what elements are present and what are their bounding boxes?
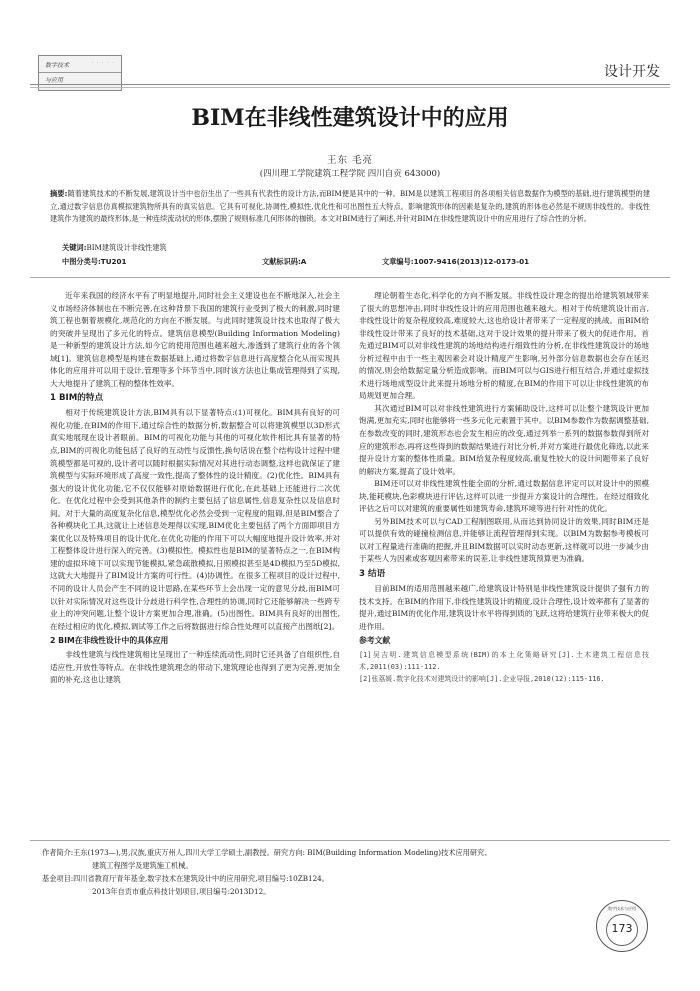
intro-paragraph: 近年来我国的经济水平有了明显地提升,同时社会主义建设也在不断地深入,社会主义市场经济体制也在不断完善,在这种背景下我国的建筑行业受到了极大的刺激,同时建筑工程也朝着规模化,规范化的方向在不断发展。与此同时建筑设计技术也取得了极大的突破并呈现出了多元化的特点。建筑信息模型(Building Information Modeling)是一种新型的建筑设计方法,如今它的使用范围也越来越大,渗透到了建筑行业的各个领域[1]。建筑信息模型是构建在数据基础上,通过将数字信息进行高度整合化从而实现具体化的应用并可以用于设计,管理等多个环节当中,同时该方法也让集成管理得到了实现,大大地提升了建筑工程的整体性效率。 <box>50 291 340 388</box>
stamp-text: 数字技术与应用 <box>608 906 636 911</box>
footnote-rule <box>30 840 670 841</box>
article-authors: 王东 毛亮 <box>326 155 374 166</box>
section-label: 设计开发 <box>604 64 660 80</box>
fund-info-cont: 2013年自贡市重点科技计划项目,项目编号:2013D12。 <box>92 887 271 896</box>
references-heading: 参考文献 <box>359 636 391 646</box>
section-1-paragraph: 相对于传统建筑设计方法,BIM具有以下显著特点:(1)可视化。BIM具有良好的可视化功能,在BIM的作用下,通过综合性的数据分析,数据整合可以将建筑模型以3D形式真实地展现在设计者眼前。BIM的可视化功能与其他的可视化软件相比具有显著的特点,BIM的可视化功能包括了良好的互动性与反馈性,换句话说在整个结构设计过程中建筑模型都是可视的,设计者可以随时根据实际情况对其进行动态调整,这样也就保证了建筑模型与实际环境形成了高度一致性,提高了整体性的设计精度。(2)优化性。BIM具有强大的设计优化功能,它不仅仅能够对原始数据进行优化,在此基础上还能进行二次优化。在优化过程中会受到其他条件的制约主要包括了信息属性,信息复杂性以及信息时间。对于大量的高度复杂化信息,模型优化必然会受到一定程度的阻碍,但是BIM整合了各种模块化工具,这就让上述信息处理得以实现,BIM优化主要包括了两个方面即项目方案优化以及特殊项目的设计优化,在优化功能的作用下可以大幅度地提升设计效率,并对工程整体设计进行深入的完善。(3)模拟性。模拟性也是BIM的显著特点之一,在BIM构建的虚拟环境下可以实现节能模拟,紧急疏散模拟,日照模拟甚至是4D模拟乃至5D模拟,这就大大地提升了BIM设计方案的可行性。(4)协调性。在很多工程项目的设计过程中,不同的设计人员会产生不同的设计思路,在某些环节上会出现一定的意见分歧,而BIM可以针对实际情况对这些设计分歧进行科学性,合理性的协调,同时它还能够解决一些跨专业上的冲突问题,让整个设计方案更加合理,准确。(5)出图性。BIM具有良好的出图性,在经过相应的优化,模拟,调试等工作之后将数据进行综合性处理可以直接产出图纸[2]。 <box>50 408 340 631</box>
conclusion-paragraph: 目前BIM的适用范围越来越广,给建筑设计特别是非线性建筑设计提供了强有力的技术支持。在BIM的作用下,非线性建筑设计的精度,设计合理性,设计效率都有了显著的提升,通过BIM的优化作用,建筑设计水平将得到质的飞跃,这将给建筑行业带来极大的促进作用。 <box>359 584 649 631</box>
section-heading-2: 2 BIM在非线性设计中的具体应用 <box>50 636 169 646</box>
badge-dots: · · · · · <box>91 60 115 66</box>
journal-badge-line2: 与应用 <box>45 77 64 84</box>
header-rule <box>30 84 670 85</box>
left-column <box>50 290 340 687</box>
page-number-stamp <box>596 900 648 952</box>
author-bio-cont: 建筑工程图学及建筑施工机械。 <box>92 861 193 870</box>
author-bio: 作者简介:王东(1973—),男,汉族,重庆万州人,四川大学工学硕士,副教授。研究方向: BIM(Building Information Modeling)技术应用研究、 <box>42 848 492 857</box>
keywords <box>62 243 167 253</box>
paragraph: 另外BIM技术可以与CAD工程制图联用,从而达到协同设计的效果,同时BIM还是可以提供有效的碰撞检测信息,并能够让流程管理得到实现。以BIM为数据参考模板可以对工程量进行准确的把握,并且BIM数据可以实时动态更新,这样就可以进一步减少由于某些人为因素或客观因素带来的误差,让非线性建筑预算更为准确。 <box>359 516 649 564</box>
keywords-text: BIM建筑设计非线性建筑 <box>86 243 167 252</box>
badge-divider <box>39 72 121 73</box>
right-column <box>359 290 649 685</box>
paragraph: 理论朝着生态化,科学化的方向不断发展。非线性设计理念的提出给建筑领域带来了很大的思想冲击,同时非线性设计的应用范围也越来越大。相对于传统建筑设计而言,非线性设计的复杂程度较高,难度较大,这也给设计者带来了一定程度的挑战。而BIM给非线性设计带来了良好的技术基础,这对于设计效果的提升带来了极大的促进作用。首先通过BIM可以对非线性建筑的场地结构进行细致性的分析,在非线性建筑设计的场地分析过程中由于一些主观因素会对设计精度产生影响,另外部分信息数据也会存在延迟的情况,则会给数据定量分析造成影响。而BIM可以与GIS进行相互结合,并通过虚拟技术进行场地成型设计此来提升场地分析的精度,在BIM的作用下可以让非线性建筑的布局规划更加合理。 <box>359 291 649 401</box>
reference-item: [1]吴吉明.建筑信息模型系统(BIM)的本土化策略研究[J].土木建筑工程信息技术,2011(03):111-112. <box>359 651 649 672</box>
fund-info: 基金项目:四川省教育厅青年基金,数字技术在建筑设计中的应用研究,项目编号:10ZB124。 <box>42 874 329 883</box>
footnotes <box>42 846 662 898</box>
page-number: 173 <box>611 922 633 935</box>
section-heading-3: 3 结语 <box>359 569 386 580</box>
clc-number: 中图分类号:TU201 <box>62 257 127 266</box>
article-title: BIM在非线性建筑设计中的应用 <box>191 105 509 131</box>
section-2-paragraph: 非线性建筑与线性建筑相比呈现出了一种连续流动性,同时它还具备了自组织性,自适应性,开放性等特点。在非线性建筑理念的带动下,建筑理论也得到了更为完善,更加全面的补充,这也让建筑 <box>50 650 340 685</box>
abstract-divider <box>30 277 670 278</box>
keywords-label: 关键词: <box>62 243 87 252</box>
abstract-text: 随着建筑技术的不断发展,建筑设计当中也衍生出了一些具有代表性的设计方法,而BIM便是其中的一种。BIM是以建筑工程项目的各项相关信息数据作为模型的基础,进行建筑模型的建立,通过数字信息仿真模拟建筑物所具有的真实信息。它具有可视化,协调性,模拟性,优化性和可出图性五大特点。影响建筑形体的因素是复杂的,建筑的形体也必然是不规则非线性的。非线性建筑作为建筑的最终形体,是一种连续流动状的形体,摆脱了规则标准几何形体的枷锁。本文对BIM进行了阐述,并针对BIM在非线性建筑设计中的应用进行了综合性的分析。 <box>50 189 651 223</box>
reference-item: [2]张荔媛.数字化技术对建筑设计的影响[J].企业导报,2010(12):115-116. <box>359 675 605 684</box>
paragraph: BIM还可以对非线性建筑性能全面的分析,通过数据信息评定可以对设计中的照模块,能耗模块,色彩模块进行评估,这样可以进一步提升方案设计的合理性。在经过细致化评估之后可以对建筑的重要属性如建筑寿命,建筑环境等进行针对性的优化。 <box>359 479 649 514</box>
journal-badge <box>38 55 122 91</box>
document-code: 文献标识码:A <box>262 257 307 266</box>
paragraph: 其次通过BIM可以对非线性建筑进行方案辅助设计,这样可以让整个建筑设计更加饱满,更加充实,同时也能够将一些多元化元素置于其中。以BIM参数作为数据调整基础,在参数改变的同时,建筑形态也会发生相应的改变,通过列举一系列的数据参数得到所对应的建筑形态,再将这些得到的数据结果进行对比分析,并对方案进行最优化筛选,以此来提升设计方案的整体性质量。BIM给复杂程度较高,重复性较大的设计问题带来了良好的解决方案,提高了设计效率。 <box>359 403 649 476</box>
header-rule-secondary <box>30 87 670 88</box>
article-number: 文章编号:1007-9416(2013)12-0173-01 <box>382 257 530 266</box>
section-heading-1: 1 BIM的特点 <box>50 393 104 404</box>
author-affiliation: (四川理工学院建筑工程学院 四川自贡 643000) <box>259 169 441 179</box>
abstract <box>50 188 650 226</box>
journal-badge-line1: 数字技术 <box>45 62 70 69</box>
stamp-inner <box>606 914 638 946</box>
abstract-label: 摘要: <box>50 189 68 198</box>
